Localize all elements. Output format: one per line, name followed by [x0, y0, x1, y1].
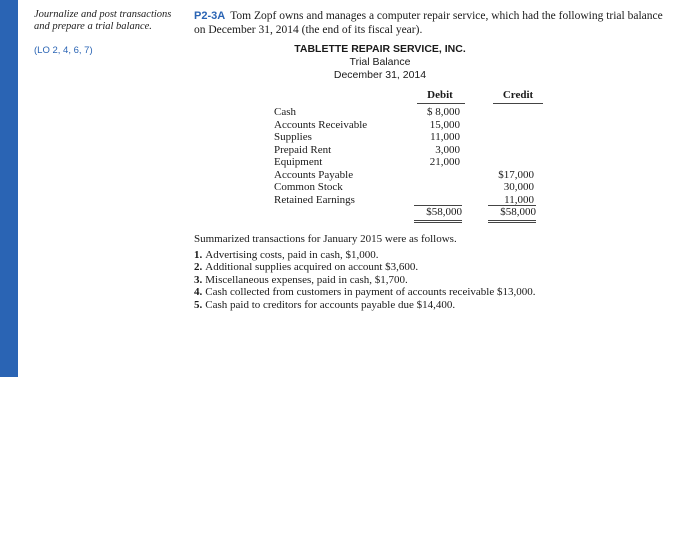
debit-amount: $ 8,000 [427, 106, 460, 118]
learning-objectives-ref: (LO 2, 4, 6, 7) [34, 45, 93, 56]
trial-balance-table [274, 87, 544, 227]
credit-amount: 30,000 [503, 181, 534, 193]
debit-total: $58,000 [426, 206, 462, 218]
summary-intro: Summarized transactions for January 2015 were as follows. [194, 233, 457, 245]
credit-amount: $17,000 [498, 168, 534, 181]
item-number: 2. [194, 261, 203, 273]
debit-header-rule [417, 103, 465, 104]
statement-date: December 31, 2014 [333, 69, 427, 81]
account-name: Cash [274, 106, 296, 118]
account-name: Equipment [274, 156, 323, 168]
debit-amount: 11,000 [430, 131, 460, 143]
item-number: 3. [194, 273, 203, 286]
debit-amount: 3,000 [435, 143, 460, 156]
item-number: 4. [194, 286, 203, 298]
account-name: Accounts Receivable [274, 118, 368, 131]
item-text: Miscellaneous expenses, paid in cash, $1,700. [205, 273, 408, 286]
table-row [274, 156, 544, 169]
table-row [274, 144, 544, 157]
transactions-summary [194, 233, 664, 311]
list-item [194, 274, 664, 287]
debit-column-header: Debit [427, 89, 453, 101]
margin-note: Journalize and post transactions and prepare a trial balance. [34, 9, 172, 32]
list-item [194, 286, 664, 299]
statement-title: Trial Balance [349, 56, 411, 68]
problem-statement [194, 9, 664, 37]
item-text: Additional supplies acquired on account $3,600. [205, 261, 419, 273]
table-row [274, 119, 544, 132]
table-row [274, 131, 544, 144]
item-text: Cash collected from customers in payment of accounts receivable $13,000. [205, 286, 536, 298]
credit-amount: 11,000 [504, 193, 534, 206]
transactions-list [194, 249, 664, 312]
account-name: Accounts Payable [274, 168, 354, 181]
item-number: 1. [194, 248, 203, 261]
table-row [274, 169, 544, 182]
list-item [194, 261, 664, 274]
item-text: Advertising costs, paid in cash, $1,000. [205, 248, 379, 261]
table-row [274, 106, 544, 119]
account-name: Prepaid Rent [274, 143, 332, 156]
list-item [194, 249, 664, 262]
list-item [194, 299, 664, 312]
company-name: TABLETTE REPAIR SERVICE, INC. [294, 43, 466, 55]
account-name: Common Stock [274, 181, 343, 193]
problem-number: P2-3A [194, 10, 226, 22]
credit-column-header: Credit [502, 89, 534, 101]
account-name: Retained Earnings [274, 193, 355, 206]
left-accent-bar [0, 0, 18, 377]
credit-header-rule [493, 103, 543, 104]
item-number: 5. [194, 298, 203, 311]
debit-amount: 21,000 [429, 156, 460, 168]
table-row [274, 181, 544, 194]
debit-double-rule [414, 220, 462, 223]
problem-text: Tom Zopf owns and manages a computer repair service, which had the following trial balance on December 31, 2014 (the end of its fiscal year). [194, 10, 663, 36]
account-name: Supplies [274, 131, 312, 143]
debit-amount: 15,000 [429, 118, 460, 131]
credit-double-rule [488, 220, 536, 223]
credit-total: $58,000 [500, 206, 536, 218]
item-text: Cash paid to creditors for accounts payable due $14,400. [205, 298, 456, 311]
